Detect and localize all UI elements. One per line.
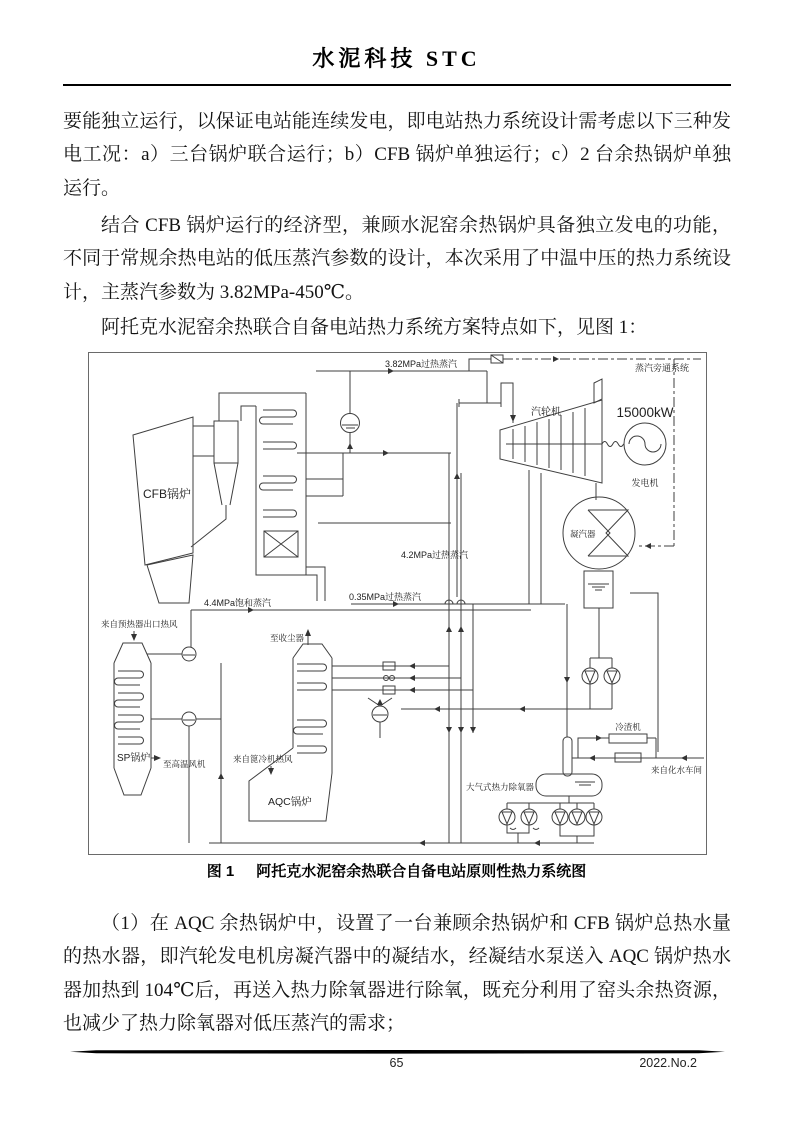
aqc-boiler-label: AQC锅炉	[268, 796, 312, 808]
cfb-boiler-label: CFB锅炉	[143, 487, 192, 501]
figure-1-diagram	[88, 352, 707, 855]
to-ht-fan-label: 至高温风机	[163, 759, 206, 769]
paragraph-1: 要能独立运行，以保证电站能连续发电，即电站热力系统设计需考虑以下三种发电工况：a）三台锅炉联合运行；b）CFB 锅炉单独运行；c）2 台余热锅炉单独运行。	[63, 111, 731, 199]
steam-44-label: 4.4MPa饱和蒸汽	[204, 598, 272, 608]
thermal-system-schematic	[89, 353, 704, 852]
slag-cooler-label: 冷渣机	[615, 722, 641, 732]
paragraph-4: （1）在 AQC 余热锅炉中，设置了一台兼顾余热锅炉和 CFB 锅炉总热水量的热水器，即汽轮发电机房凝汽器中的凝结水，经凝结水泵送入 AQC 锅炉热水器加热到 104℃后，再送入热力除氧器进行除氧，既充分利用了窑头余热资源，也减少了热力除氧器对低压蒸汽的需求；	[63, 913, 731, 1035]
paragraph-3: 阿托克水泥窑余热联合自备电站热力系统方案特点如下，见图 1：	[101, 317, 648, 338]
deaerator-label: 大气式热力除氧器	[465, 782, 534, 792]
steam-turbine	[500, 379, 624, 483]
generator-label: 发电机	[631, 478, 659, 488]
paragraph-2: 结合 CFB 锅炉运行的经济型，兼顾水泥窑余热锅炉具备独立发电的功能，不同于常规余热电站的低压蒸汽参数的设计，本次采用了中温中压的热力系统设计，主蒸汽参数为 3.82MPa-450℃。	[63, 215, 731, 303]
turbine-label: 汽轮机	[531, 407, 561, 418]
aqc-boiler	[233, 629, 473, 821]
footer-page-number: 65	[389, 1056, 404, 1070]
condenser-label: 凝汽器	[570, 529, 596, 539]
from-preheater-label: 来自预热器出口热风	[101, 619, 178, 629]
footer-rule	[70, 1050, 725, 1054]
main-steam-piping	[316, 355, 701, 597]
figure-caption-prefix: 图 1	[206, 863, 235, 880]
journal-title: 水泥科技 STC	[312, 46, 481, 71]
from-water-plant-label: 来自化水车间	[651, 765, 703, 775]
sp-boiler-label: SP锅炉	[117, 753, 151, 764]
footer-issue: 2022.No.2	[639, 1056, 697, 1070]
from-grate-cooler-label: 来自篦冷机热风	[233, 754, 293, 764]
generator	[616, 405, 673, 488]
slag-cooler	[572, 722, 704, 775]
generator-power-label: 15000kW	[616, 405, 674, 420]
steam-42-label: 4.2MPa过热蒸汽	[401, 550, 469, 560]
steam-035-label: 0.35MPa过热蒸汽	[349, 592, 422, 602]
to-dust-collector-label: 至收尘器	[270, 633, 305, 643]
bypass-label: 蒸汽旁通系统	[635, 363, 690, 373]
header-rule	[63, 84, 731, 86]
sp-boiler	[101, 619, 221, 843]
figure-caption	[0, 860, 793, 881]
cfb-boiler	[133, 371, 451, 603]
figure-caption-text: 阿托克水泥窑余热联合自备电站原则性热力系统图	[256, 863, 587, 880]
main-steam-label: 3.82MPa过热蒸汽	[385, 359, 458, 369]
